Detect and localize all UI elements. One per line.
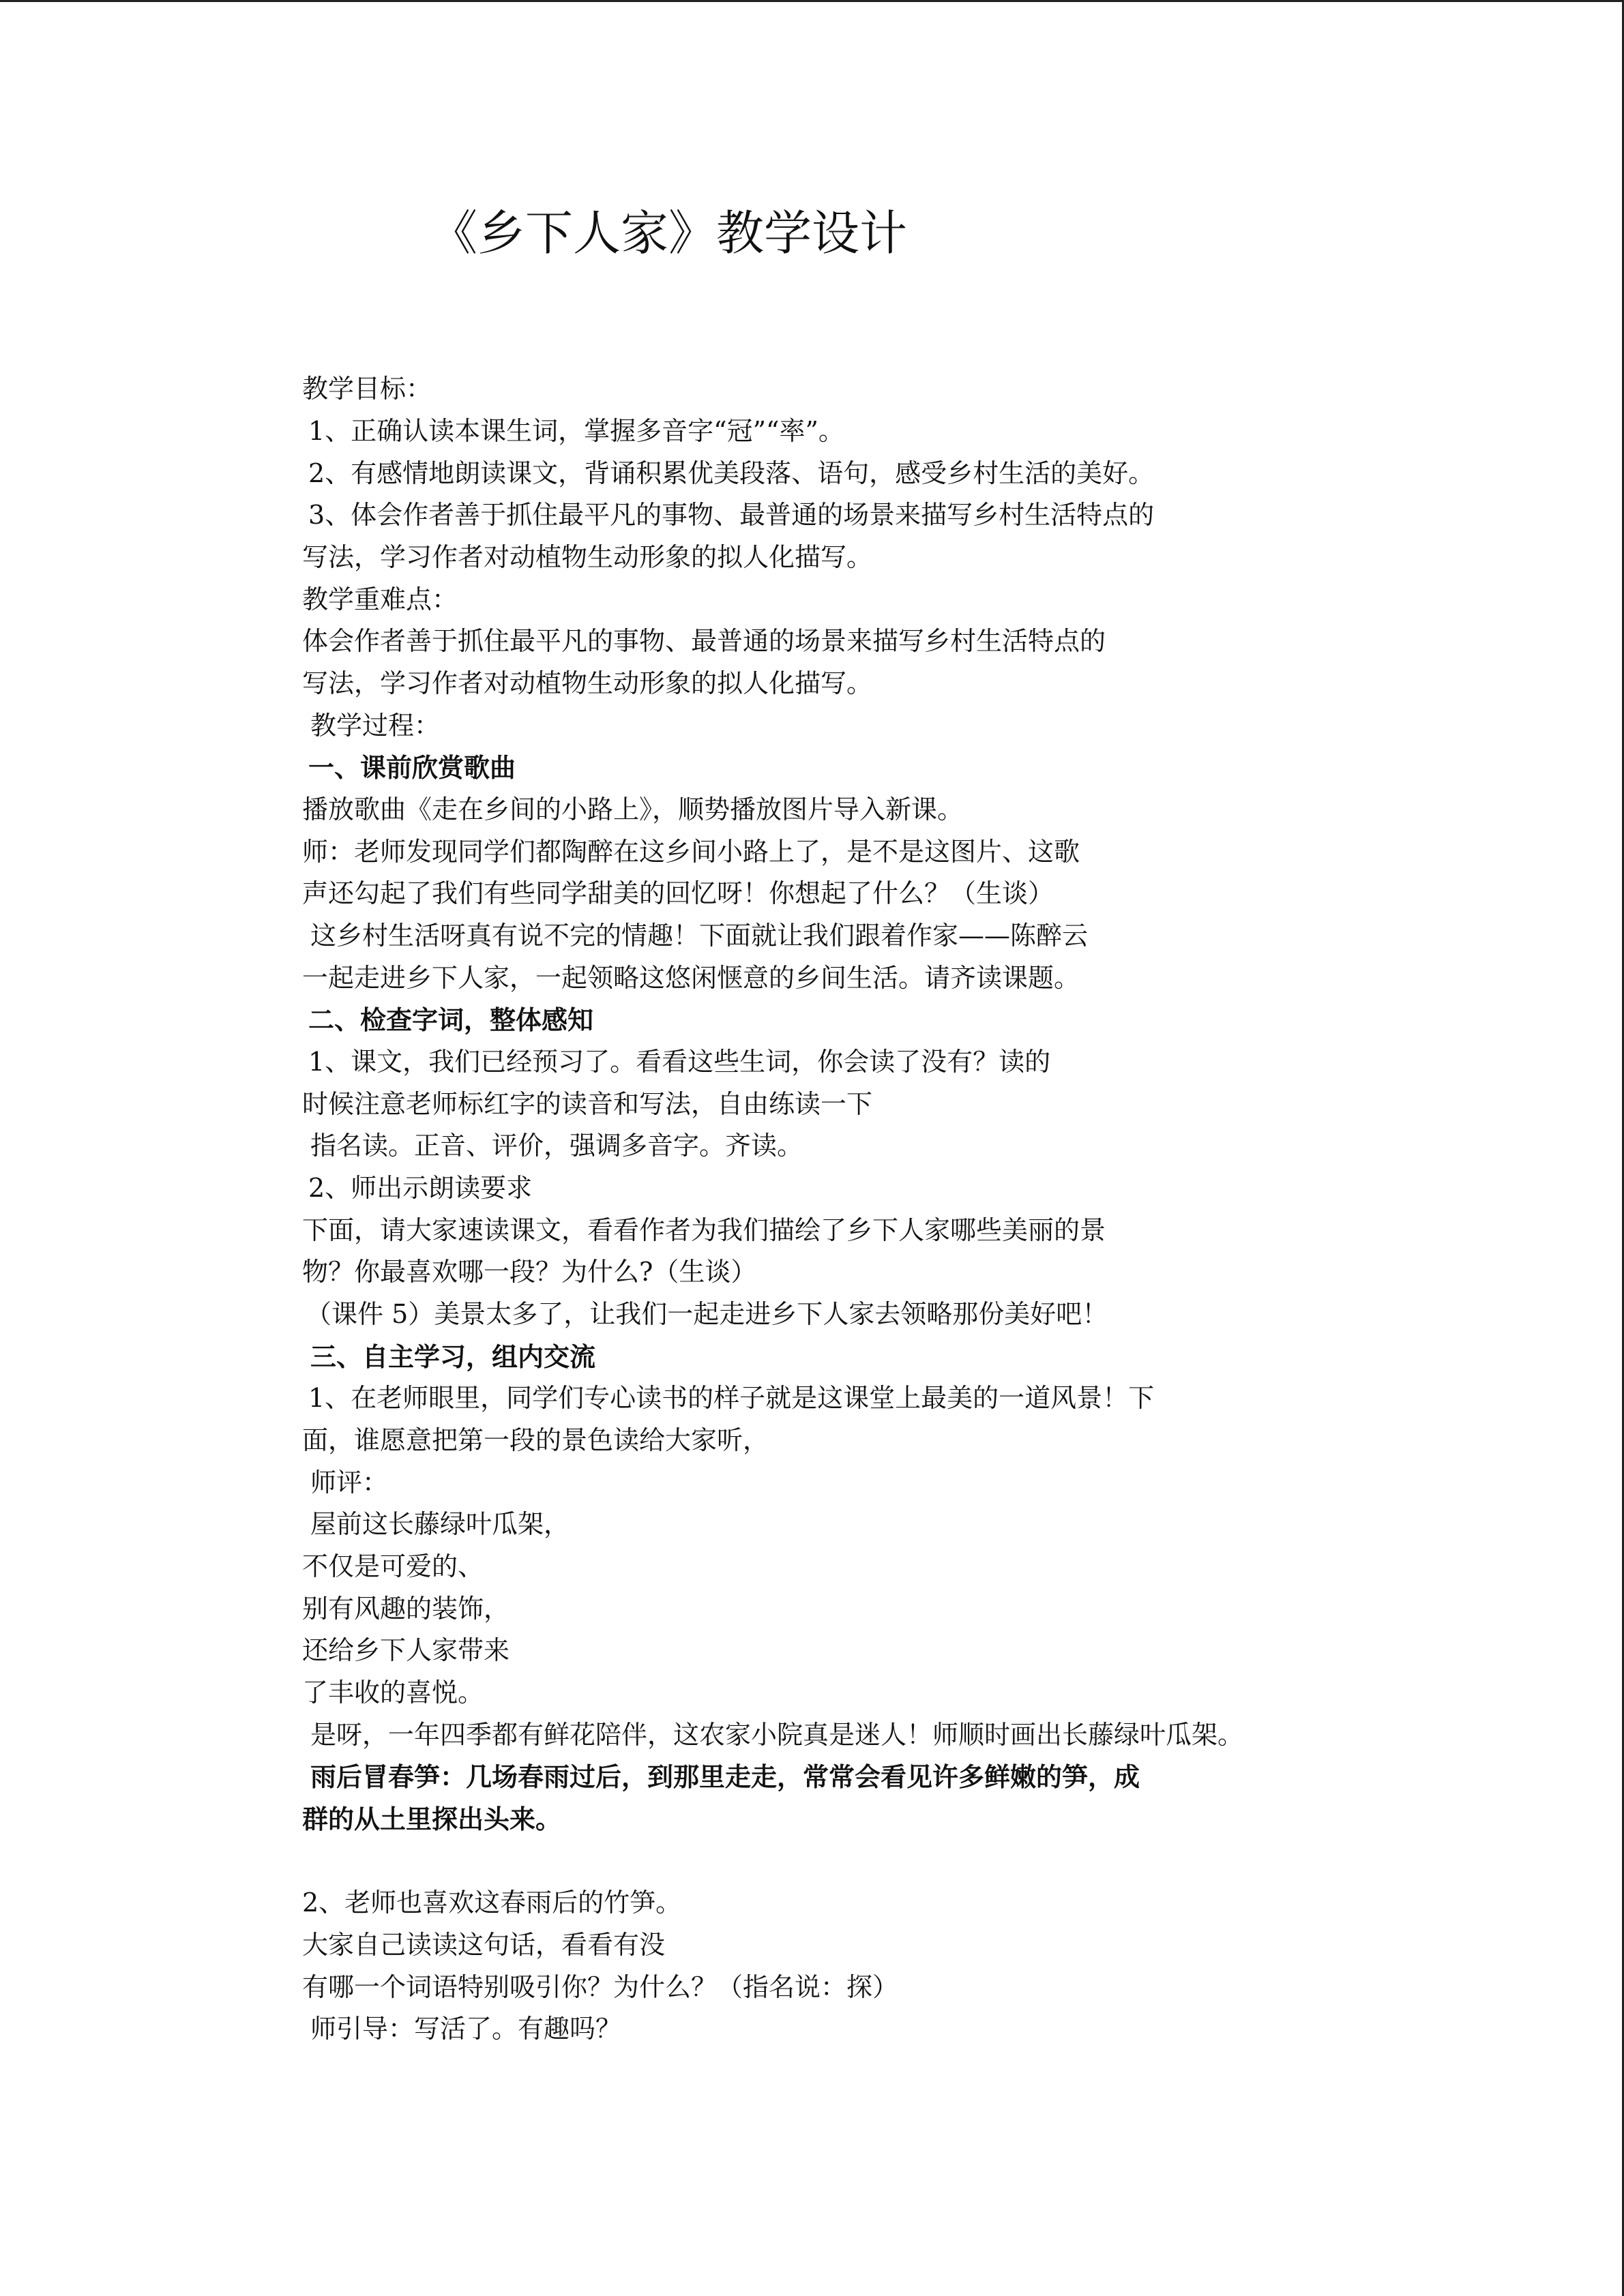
text-line: （课件 5）美景太多了，让我们一起走进乡下人家去领略那份美好吧！ xyxy=(306,1299,1108,1329)
section-heading: 二、检查字词，整体感知 xyxy=(308,1004,594,1035)
section-heading: 三、自主学习，组内交流 xyxy=(310,1341,596,1372)
text-line: 教学目标： xyxy=(302,374,432,404)
text-line: 播放歌曲《走在乡间的小路上》，顺势播放图片导入新课。 xyxy=(302,794,964,824)
text-line: 2、老师也喜欢这春雨后的竹笋。 xyxy=(302,1888,682,1918)
text-line: 物？你最喜欢哪一段？为什么?（生谈） xyxy=(302,1257,757,1287)
text-line: 师引导：写活了。有趣吗？ xyxy=(310,2014,622,2044)
text-line: 体会作者善于抓住最平凡的事物、最普通的场景来描写乡村生活特点的 xyxy=(302,626,1106,656)
text-line: 下面，请大家速读课文，看看作者为我们描绘了乡下人家哪些美丽的景 xyxy=(302,1215,1106,1245)
text-line: 有哪一个词语特别吸引你？为什么？（指名说：探） xyxy=(302,1972,899,2002)
text-line: 面，谁愿意把第一段的景色读给大家听， xyxy=(302,1425,769,1455)
text-line: 师：老师发现同学们都陶醉在这乡间小路上了，是不是这图片、这歌 xyxy=(302,837,1080,867)
text-line: 写法，学习作者对动植物生动形象的拟人化描写。 xyxy=(302,668,873,698)
text-line: 2、师出示朗读要求 xyxy=(308,1173,533,1203)
bold-text-line: 雨后冒春笋：几场春雨过后，到那里走走，常常会看见许多鲜嫩的笋，成 xyxy=(310,1761,1140,1792)
text-line: 不仅是可爱的、 xyxy=(302,1551,484,1581)
text-line: 1、在老师眼里，同学们专心读书的样子就是这课堂上最美的一道风景！下 xyxy=(308,1383,1155,1413)
text-line: 别有风趣的装饰， xyxy=(302,1594,510,1624)
text-line: 1、正确认读本课生词，掌握多音字“冠”“率”。 xyxy=(308,416,844,446)
text-line: 写法，学习作者对动植物生动形象的拟人化描写。 xyxy=(302,542,873,572)
text-line: 这乡村生活呀真有说不完的情趣！下面就让我们跟着作家——陈醉云 xyxy=(310,921,1089,951)
text-line: 还给乡下人家带来 xyxy=(302,1635,510,1665)
text-line: 师评： xyxy=(310,1467,389,1497)
text-line: 1、课文，我们已经预习了。看看这些生词，你会读了没有？读的 xyxy=(308,1047,1051,1077)
bold-text-line: 群的从土里探出头来。 xyxy=(302,1804,562,1834)
text-line: 屋前这长藤绿叶瓜架， xyxy=(310,1509,570,1539)
text-line: 教学重难点： xyxy=(302,584,458,614)
text-line: 声还勾起了我们有些同学甜美的回忆呀！你想起了什么？（生谈） xyxy=(302,878,1054,908)
text-line: 一起走进乡下人家，一起领略这悠闲惬意的乡间生活。请齐读课题。 xyxy=(302,963,1080,993)
text-line: 了丰收的喜悦。 xyxy=(302,1678,484,1708)
text-line: 指名读。正音、评价，强调多音字。齐读。 xyxy=(310,1131,803,1161)
text-line: 教学过程： xyxy=(310,711,441,741)
text-line: 3、体会作者善于抓住最平凡的事物、最普通的场景来描写乡村生活特点的 xyxy=(308,500,1155,530)
text-line: 是呀，一年四季都有鲜花陪伴，这农家小院真是迷人！师顺时画出长藤绿叶瓜架。 xyxy=(310,1720,1244,1750)
text-line: 时候注意老师标红字的读音和写法，自由练读一下 xyxy=(302,1089,873,1119)
text-line: 2、有感情地朗读课文，背诵积累优美段落、语句，感受乡村生活的美好。 xyxy=(308,458,1155,488)
text-line: 大家自己读读这句话，看看有没 xyxy=(302,1930,666,1960)
document-title: 《乡下人家》教学设计 xyxy=(430,205,907,261)
section-heading: 一、课前欣赏歌曲 xyxy=(308,752,516,783)
